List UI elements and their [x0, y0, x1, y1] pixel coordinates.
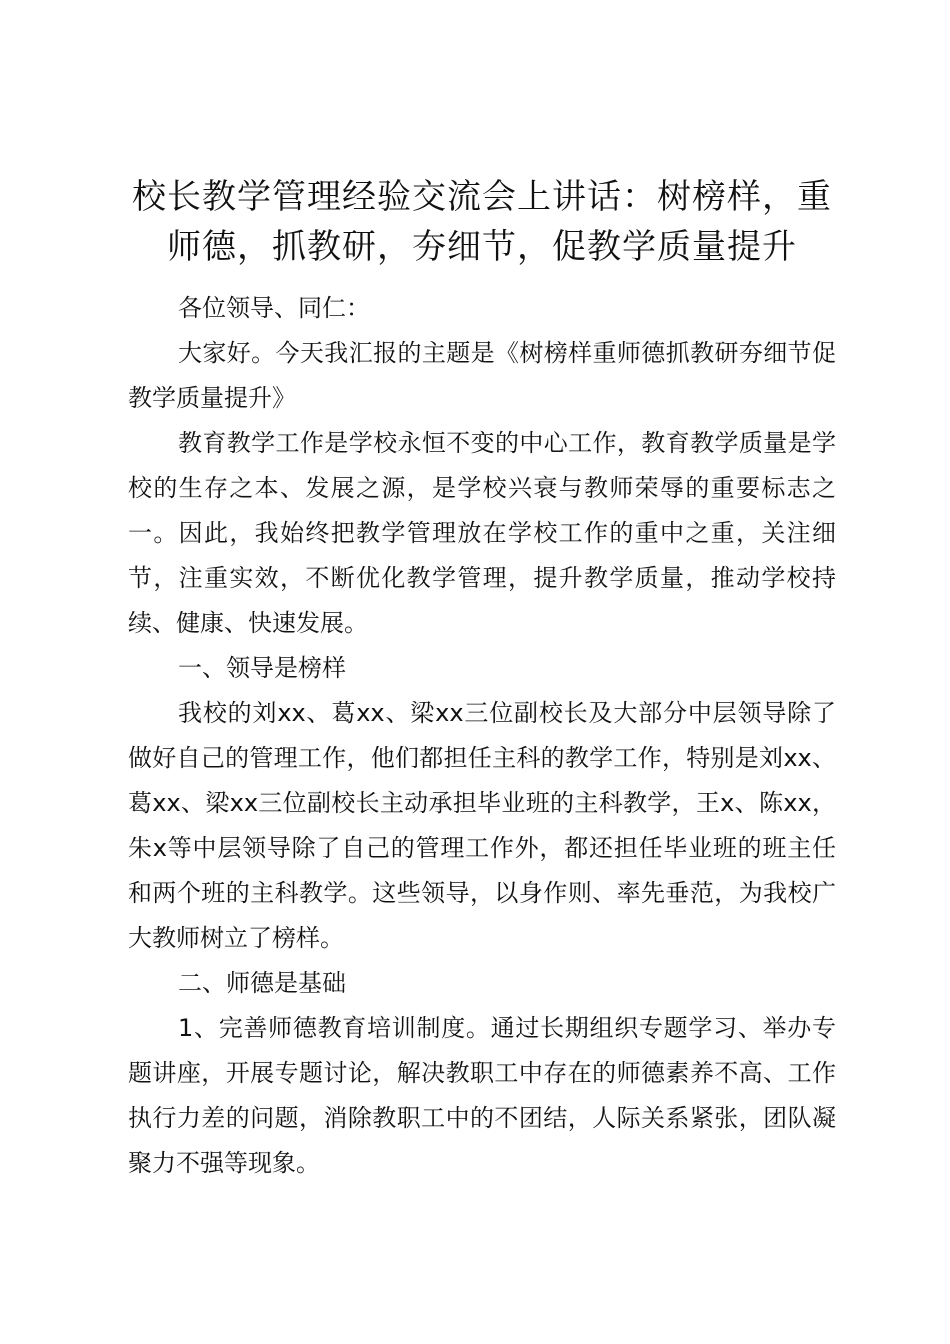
intro-paragraph: 教育教学工作是学校永恒不变的中心工作，教育教学质量是学校的生存之本、发展之源，是学校兴衰与教师荣辱的重要标志之一。因此，我始终把教学管理放在学校工作的重中之重，关注细节，注重实效，不断优化教学管理，提升教学质量，推动学校持续、健康、快速发展。 — [128, 429, 836, 637]
greeting-paragraph: 大家好。今天我汇报的主题是《树榜样重师德抓教研夯细节促教学质量提升》 — [128, 339, 836, 412]
section-heading-2: 二、师德是基础 — [178, 969, 346, 997]
section-heading-1: 一、领导是榜样 — [178, 654, 346, 682]
section-2-paragraph: 1、完善师德教育培训制度。通过长期组织专题学习、举办专题讲座，开展专题讨论，解决教职工中存在的师德素养不高、工作执行力差的问题，消除教职工中的不团结，人际关系紧张，团队凝聚力不强等现象。 — [128, 1014, 836, 1177]
document-title: 校长教学管理经验交流会上讲话：树榜样，重师德，抓教研，夯细节，促教学质量提升 — [132, 177, 832, 267]
salutation: 各位领导、同仁： — [178, 294, 370, 322]
section-1-paragraph: 我校的刘xx、葛xx、梁xx三位副校长及大部分中层领导除了做好自己的管理工作，他们都担任主科的教学工作，特别是刘xx、葛xx、梁xx三位副校长主动承担毕业班的主科教学，王x、陈xx，朱x等中层领导除了自己的管理工作外，都还担任毕业班的班主任和两个班的主科教学。这些领导，以身作则、率先垂范，为我校广大教师树立了榜样。 — [128, 699, 836, 952]
document-body — [128, 172, 836, 1186]
